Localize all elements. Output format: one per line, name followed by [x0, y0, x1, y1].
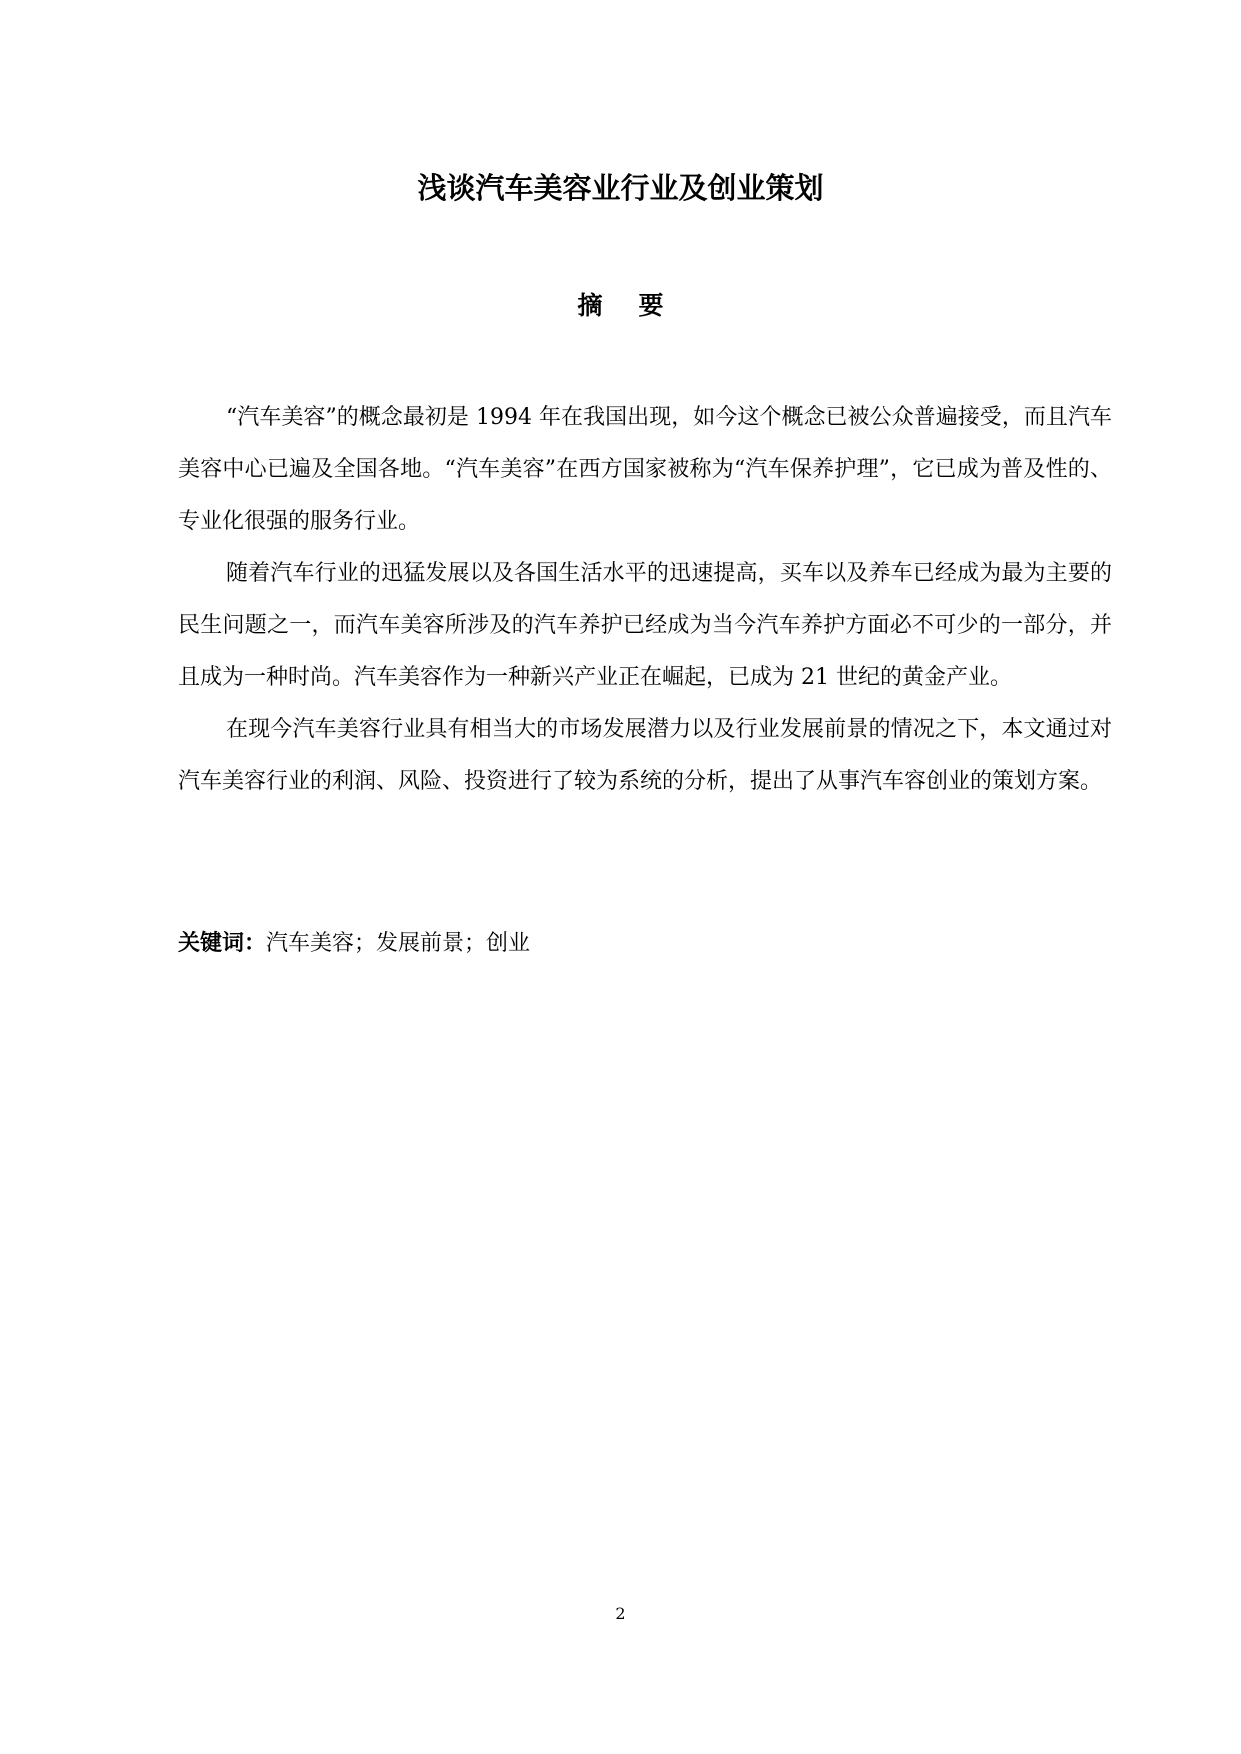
- page-number: 2: [615, 1604, 626, 1623]
- abstract-paragraph-3: 在现今汽车美容行业具有相当大的市场发展潜力以及行业发展前景的情况之下，本文通过对汽车美容行业的利润、风险、投资进行了较为系统的分析，提出了从事汽车容创业的策划方案。: [178, 717, 1112, 794]
- keywords-label: 关键词：: [178, 931, 267, 956]
- keywords-line: [178, 924, 1112, 964]
- keywords-text: 汽车美容；发展前景；创业: [266, 931, 531, 956]
- abstract-paragraph-1: “汽车美容”的概念最初是 1994 年在我国出现，如今这个概念已被公众普遍接受，而且汽车美容中心已遍及全国各地。“汽车美容”在西方国家被称为“汽车保养护理”，它已成为普及性的、专业化很强的服务行业。: [178, 405, 1112, 534]
- document-title: 浅谈汽车美容业行业及创业策划: [417, 171, 824, 205]
- abstract-heading: 摘要: [577, 291, 700, 320]
- abstract-paragraph-2: 随着汽车行业的迅猛发展以及各国生活水平的迅速提高，买车以及养车已经成为最为主要的民生问题之一，而汽车美容所涉及的汽车养护已经成为当今汽车养护方面必不可少的一部分，并且成为一种时尚。汽车美容作为一种新兴产业正在崛起，已成为 21 世纪的黄金产业。: [178, 561, 1112, 690]
- abstract-body: [178, 392, 1112, 808]
